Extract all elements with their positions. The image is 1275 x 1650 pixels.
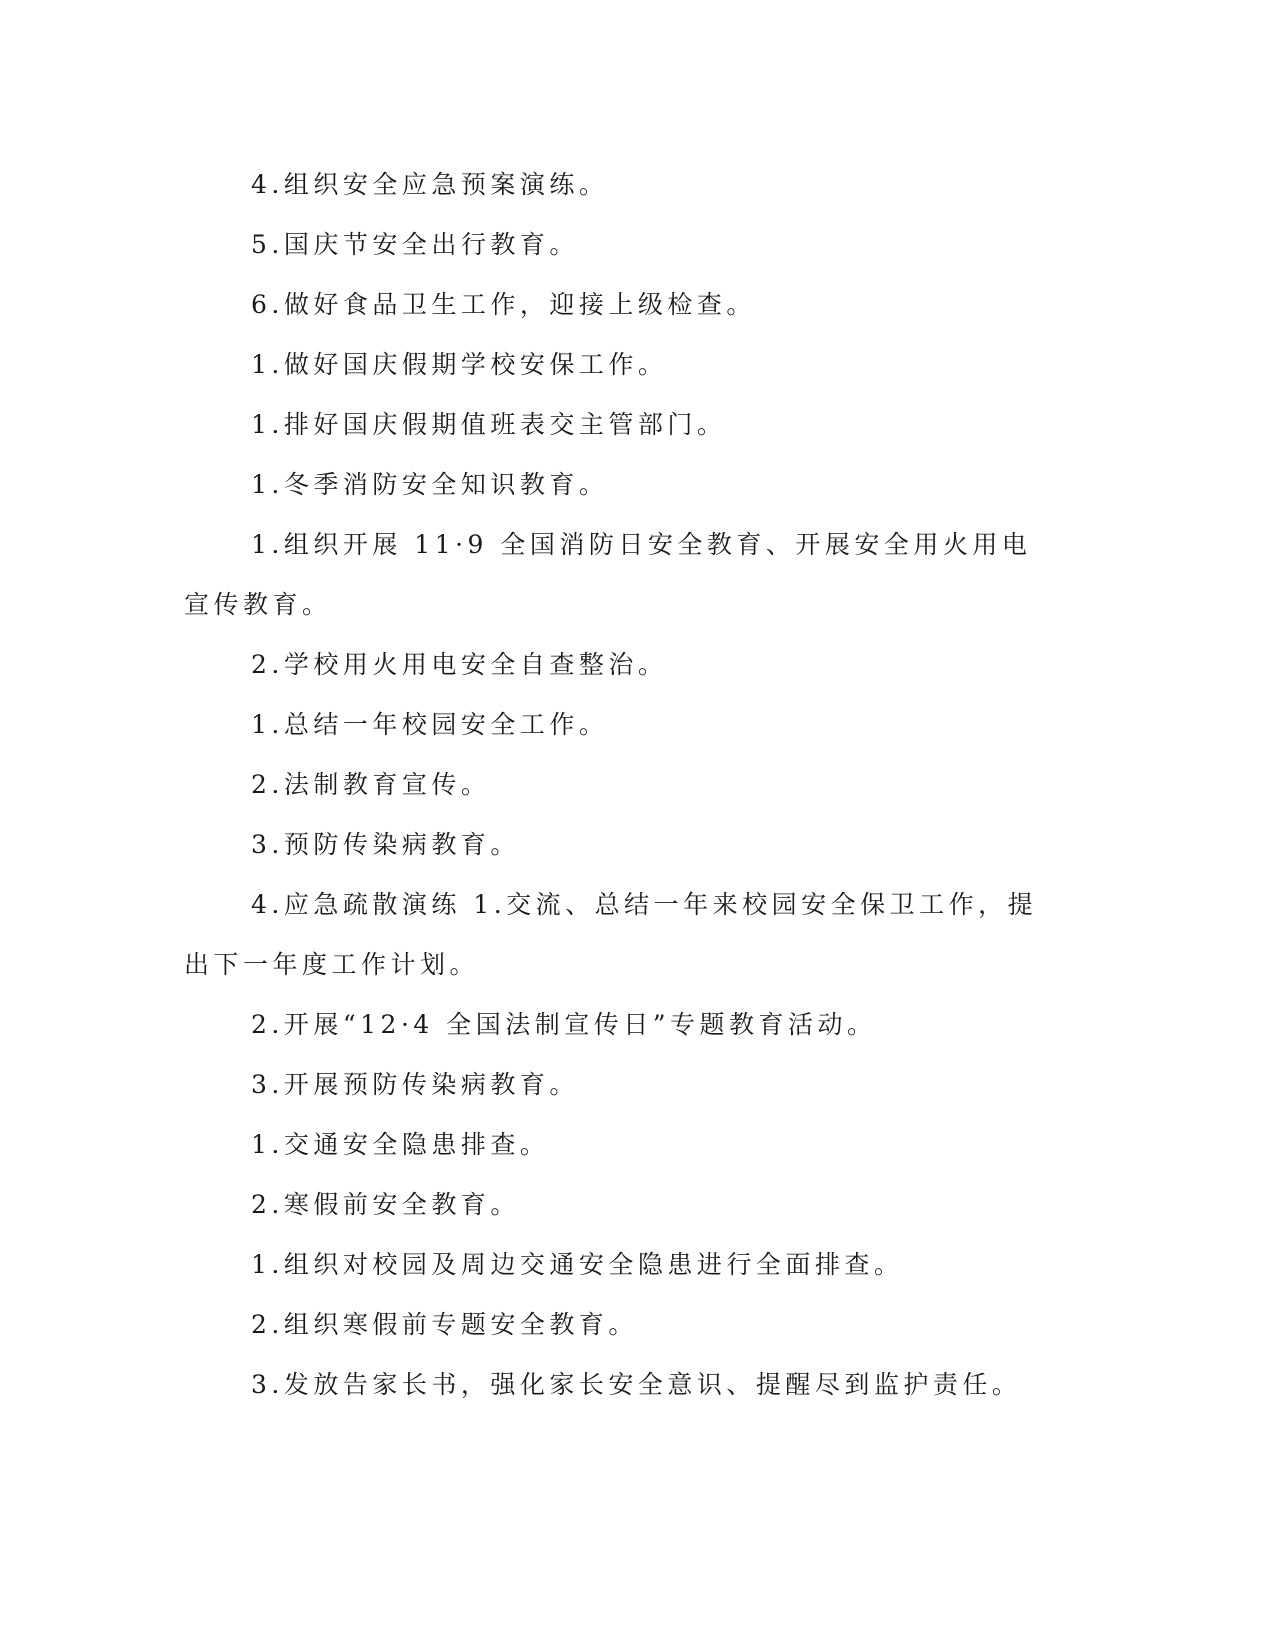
paragraph-13: 2.开展“12·4 全国法制宣传日”专题教育活动。 [251,1010,877,1039]
paragraph-14: 3.开展预防传染病教育。 [251,1070,579,1099]
paragraph-12: 4.应急疏散演练 1.交流、总结一年来校园安全保卫工作，提出下一年度工作计划。 [184,890,1038,979]
paragraph-16: 2.寒假前安全教育。 [251,1190,520,1219]
paragraph-6: 1.冬季消防安全知识教育。 [251,470,609,499]
paragraph-4: 1.做好国庆假期学校安保工作。 [251,350,668,379]
paragraph-15: 1.交通安全隐患排查。 [251,1130,550,1159]
paragraph-11: 3.预防传染病教育。 [251,830,520,859]
paragraph-1: 4.组织安全应急预案演练。 [251,170,609,199]
document-body [184,155,1059,1415]
paragraph-5: 1.排好国庆假期值班表交主管部门。 [251,410,727,439]
paragraph-17: 1.组织对校园及周边交通安全隐患进行全面排查。 [251,1250,904,1279]
paragraph-9: 1.总结一年校园安全工作。 [251,710,609,739]
paragraph-18: 2.组织寒假前专题安全教育。 [251,1310,638,1339]
paragraph-10: 2.法制教育宣传。 [251,770,491,799]
paragraph-8: 2.学校用火用电安全自查整治。 [251,650,668,679]
paragraph-19: 3.发放告家长书，强化家长安全意识、提醒尽到监护责任。 [251,1370,1022,1399]
paragraph-2: 5.国庆节安全出行教育。 [251,230,579,259]
paragraph-7: 1.组织开展 11·9 全国消防日安全教育、开展安全用火用电宣传教育。 [184,530,1032,619]
paragraph-3: 6.做好食品卫生工作，迎接上级检查。 [251,290,756,319]
